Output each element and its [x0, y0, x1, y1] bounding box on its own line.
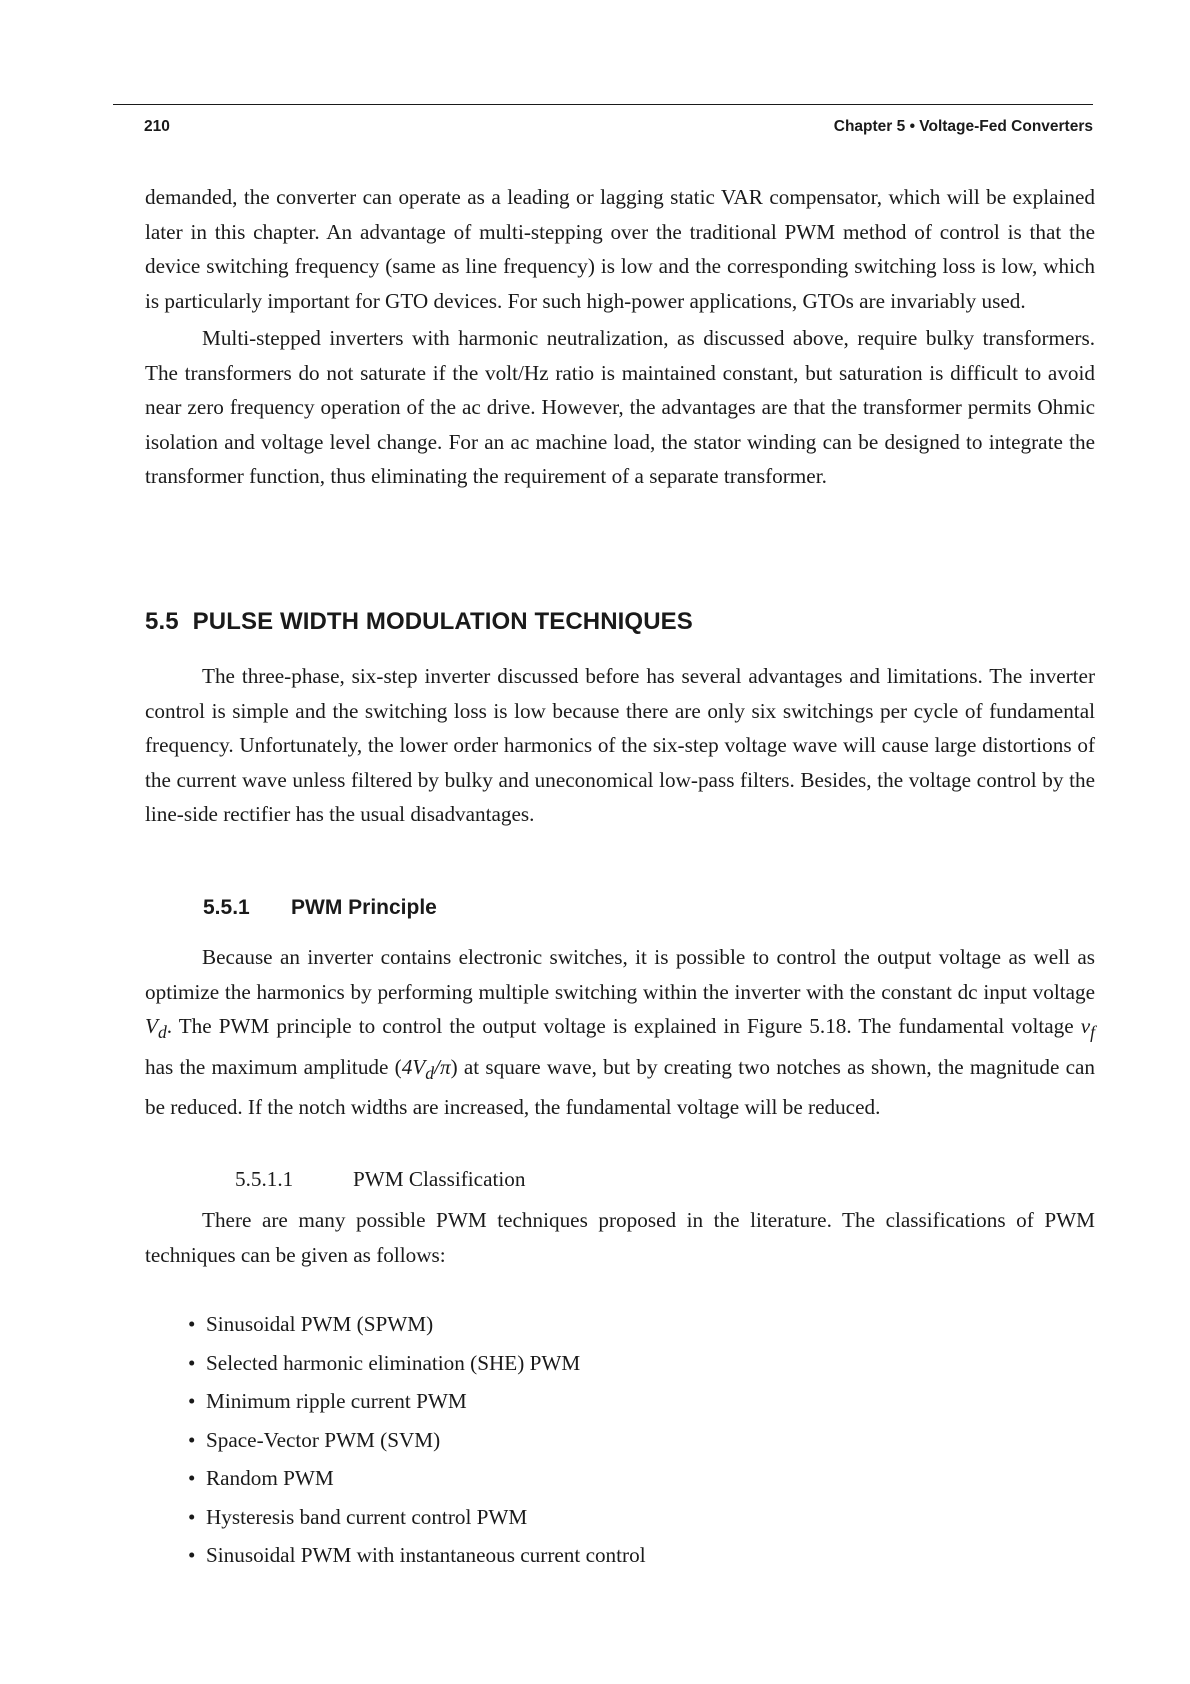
paragraph-1: demanded, the converter can operate as a leading or lagging static VAR compensator, which will be explained later in this chapter. An advantage of multi-stepping over the traditional PWM method of control is that the device switching frequency (same as line frequency) is low and the corresponding switching loss is low, which is particularly important for GTO devices. For such high-power applications, GTOs are invariably used.: [145, 185, 1095, 313]
running-head: Chapter 5 • Voltage-Fed Converters: [833, 118, 1093, 135]
header-rule: [113, 104, 1093, 105]
classification-text-block: [145, 1203, 1095, 1272]
bullet-icon: •: [188, 1389, 196, 1413]
section-title: PULSE WIDTH MODULATION TECHNIQUES: [192, 608, 693, 635]
pwm-technique-list: [188, 1305, 646, 1575]
subsection-number: 5.5.1: [203, 896, 250, 919]
section-heading: [145, 608, 693, 636]
list-item: • Selected harmonic elimination (SHE) PWM: [188, 1344, 646, 1383]
paragraph-4: [145, 940, 1095, 1125]
bullet-icon: •: [188, 1312, 196, 1336]
paragraph-4-part-c: has the maximum amplitude (: [145, 1054, 402, 1079]
paragraph-4-part-d: ) at square wave, but by creating two notches as shown, the magnitude can be reduced. If the notch widths are increased, the fundamental voltage will be reduced.: [145, 1054, 1095, 1120]
list-item: • Minimum ripple current PWM: [188, 1382, 646, 1421]
page-number: 210: [144, 118, 170, 135]
vf-symbol: $v_f$: [1080, 1014, 1095, 1043]
subsection-text-block: [145, 940, 1095, 1125]
bullet-icon: •: [188, 1427, 196, 1452]
vd-symbol: $V_d$: [145, 1014, 167, 1043]
list-item: • Sinusoidal PWM with instantaneous current control: [188, 1536, 646, 1575]
paragraph-5: There are many possible PWM techniques proposed in the literature. The classifications of PWM techniques can be given as follows:: [145, 1208, 1095, 1267]
section-text-block: [145, 659, 1095, 832]
paragraph-4-part-a: Because an inverter contains electronic switches, it is possible to control the output voltage as well as optimize the harmonics by performing multiple switching within the inverter with the constant dc input voltage: [145, 945, 1095, 1004]
running-header: [113, 118, 1093, 140]
paragraph-3: The three-phase, six-step inverter discussed before has several advantages and limitations. The inverter control is simple and the switching loss is low because there are only six switchings per cycle of fundamental frequency. Unfortunately, the lower order harmonics of the six-step voltage wave will cause large distortions of the current wave unless filtered by bulky and uneconomical low-pass filters. Besides, the voltage control by the line-side rectifier has the usual disadvantages.: [145, 664, 1095, 826]
list-item: • Random PWM: [188, 1459, 646, 1498]
subsubsection-heading: [235, 1167, 525, 1192]
bullet-icon: •: [188, 1504, 196, 1529]
amplitude-expression: $4V_d/\pi$: [401, 1054, 451, 1083]
bullet-icon: •: [188, 1350, 196, 1375]
paragraph-4-part-b: . The PWM principle to control the output voltage is explained in Figure 5.18. The fundamental voltage: [166, 1014, 1081, 1038]
subsubsection-title: PWM Classification: [353, 1167, 526, 1191]
list-item: • Space-Vector PWM (SVM): [188, 1421, 646, 1460]
list-item: • Sinusoidal PWM (SPWM): [188, 1305, 646, 1344]
subsection-title: PWM Principle: [291, 896, 437, 919]
list-item: • Hysteresis band current control PWM: [188, 1498, 646, 1537]
subsection-heading: [203, 896, 437, 920]
bullet-icon: •: [188, 1466, 196, 1490]
subsubsection-number: 5.5.1.1: [235, 1167, 294, 1191]
paragraph-2: Multi-stepped inverters with harmonic neutralization, as discussed above, require bulky transformers. The transformers do not saturate if the volt/Hz ratio is maintained constant, but saturation is difficult to avoid near zero frequency operation of the ac drive. However, the advantages are that the transformer permits Ohmic isolation and voltage level change. For an ac machine load, the stator winding can be designed to integrate the transformer function, thus eliminating the requirement of a separate transformer.: [145, 326, 1095, 488]
bullet-icon: •: [188, 1543, 196, 1567]
section-number: 5.5: [145, 608, 179, 635]
intro-text-block: [145, 180, 1095, 494]
